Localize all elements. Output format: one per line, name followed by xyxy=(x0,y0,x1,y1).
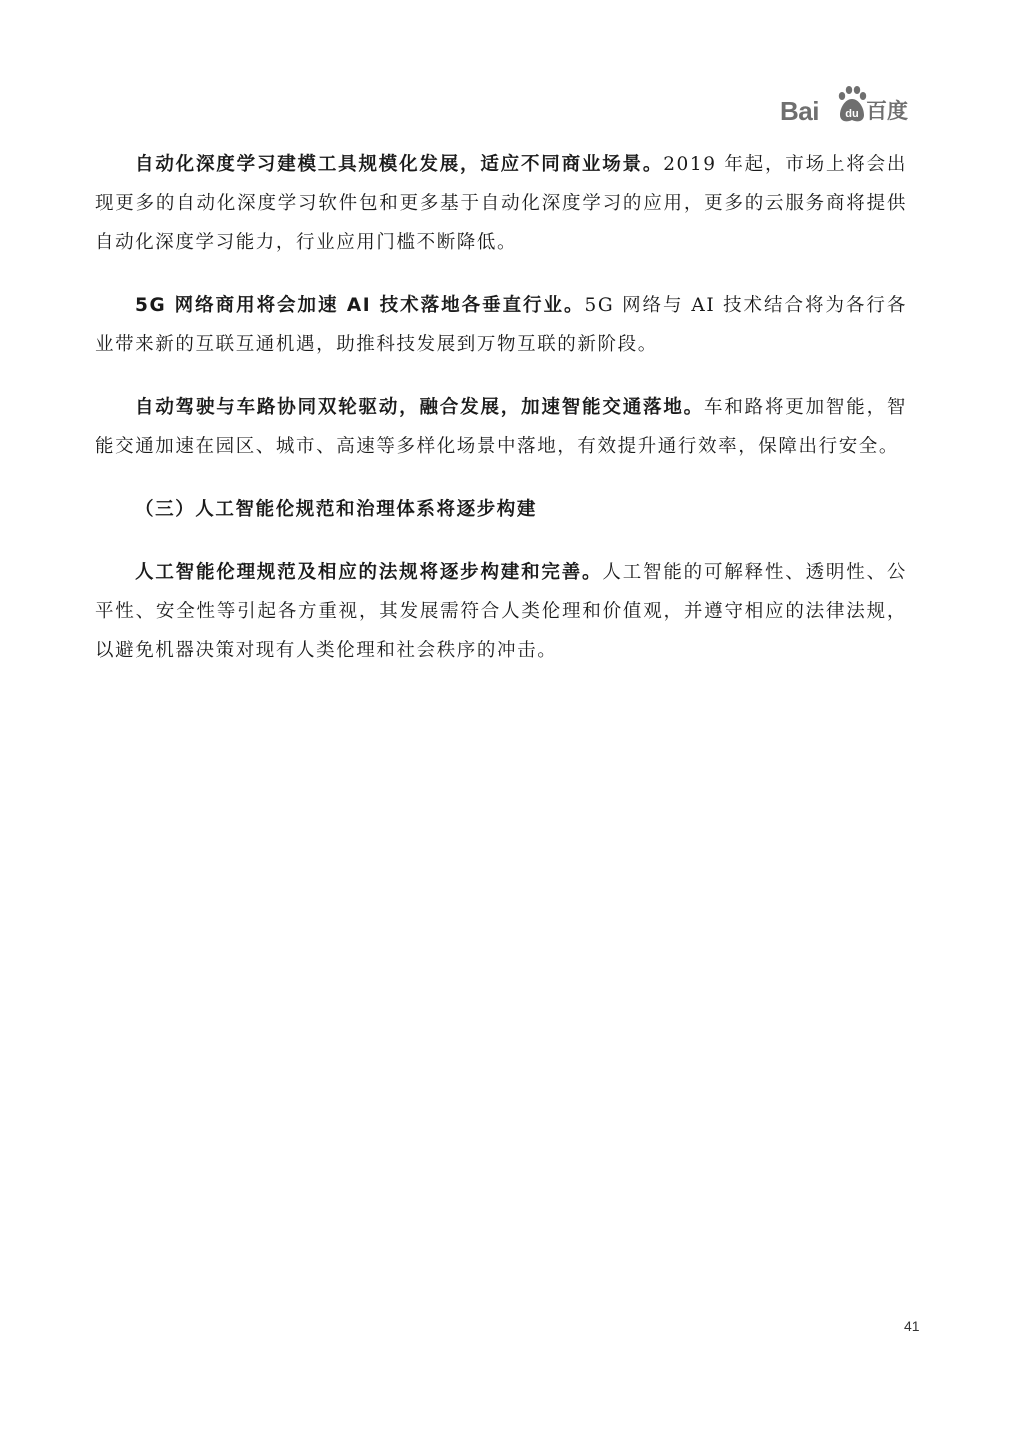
paragraph-body: 5G 网络与 AI 技术结合将为各行各业带来新的互联互通机遇，助推科技发展到万物互联的新阶段。 xyxy=(95,295,907,355)
paragraph-lead: 人工智能伦理规范及相应的法规将逐步构建和完善。 xyxy=(135,562,603,583)
baidu-logo xyxy=(780,84,908,128)
paragraph-5g xyxy=(95,286,907,364)
logo-chinese-text: 百度 xyxy=(866,99,908,123)
paragraph-lead: 5G 网络商用将会加速 AI 技术落地各垂直行业。 xyxy=(135,295,585,316)
paragraph-automl xyxy=(95,145,907,262)
paragraph-autonomous-driving xyxy=(95,388,907,466)
section-heading: （三）人工智能伦规范和治理体系将逐步构建 xyxy=(135,499,538,520)
page-number: 41 xyxy=(904,1318,920,1334)
paragraph-lead: 自动驾驶与车路协同双轮驱动，融合发展，加速智能交通落地。 xyxy=(135,397,704,418)
paragraph-ai-ethics xyxy=(95,553,907,670)
paragraph-body: 人工智能的可解释性、透明性、公平性、安全性等引起各方重视，其发展需符合人类伦理和价值观，并遵守相应的法律法规，以避免机器决策对现有人类伦理和社会秩序的冲击。 xyxy=(95,562,907,661)
paragraph-body: 车和路将更加智能，智能交通加速在园区、城市、高速等多样化场景中落地，有效提升通行效率，保障出行安全。 xyxy=(95,397,907,457)
logo-du-text: du xyxy=(845,108,859,120)
paragraph-body: 2019 年起，市场上将会出现更多的自动化深度学习软件包和更多基于自动化深度学习的应用，更多的云服务商将提供自动化深度学习能力，行业应用门槛不断降低。 xyxy=(95,154,907,253)
logo-latin-text: Bai xyxy=(780,96,819,126)
paragraph-lead: 自动化深度学习建模工具规模化发展，适应不同商业场景。 xyxy=(135,154,664,175)
main-content xyxy=(95,145,907,694)
paw-icon xyxy=(836,84,868,124)
